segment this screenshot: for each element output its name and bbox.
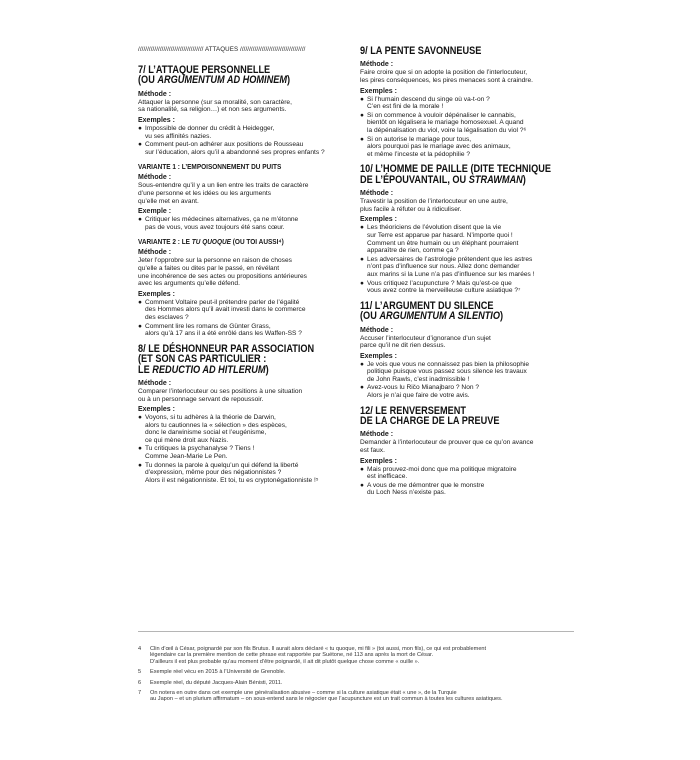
footnote: 5 Exemple réel vécu en 2015 à l’Université de Grenoble. <box>138 669 286 676</box>
section-12-examples <box>360 466 590 497</box>
list-item: ● Comment peut-on adhérer aux positions de Rousseau sur l’éducation, alors qu’il a abandonné ses propres enfants ? <box>138 141 325 156</box>
section-10-examples <box>360 224 590 294</box>
methode-label: Méthode : <box>360 326 394 334</box>
list-item: ● A vous de me démontrer que le monstre du Loch Ness n’existe pas. <box>360 481 485 497</box>
footnote-divider <box>138 631 574 632</box>
exemples-label: Exemples : <box>138 117 175 124</box>
section-8-examples <box>138 414 364 484</box>
section-11-examples <box>360 361 590 400</box>
section-10-title: 10/ L’HOMME DE PAILLE (DITE TECHNIQUE DE L’ÉPOUVANTAIL, OU STRAWMAN) <box>360 163 551 186</box>
list-item: ● Voyons, si tu adhères à la théorie de Darwin, alors tu cautionnes la « sélection » des espèces, donc le darwinisme social et l’eugénisme, ce qui mène droit aux Nazis. <box>138 414 287 444</box>
section-8 <box>138 344 364 485</box>
list-item: ● Si on commence à vouloir dépénaliser le cannabis, bientôt on légalisera le mariage homosexuel. A quand la dépénalisation du viol, voire la légalisation du viol ?⁶ <box>360 111 527 134</box>
list-item: ● Si l’humain descend du singe où va-t-on ? C’en est fini de la morale ! <box>360 95 490 111</box>
exemples-label: Exemples : <box>360 352 397 360</box>
variante-2-methode: Jeter l’opprobre sur la personne en raison de choses qu’elle a faites ou dites par le passé, en révélant une incohérence de ses actes ou propositions antérieures avec les arguments qu’elle défend. <box>138 257 307 288</box>
list-item: ● Si on autorise le mariage pour tous, alors pourquoi pas le mariage avec des animaux, et même l’inceste et la pédophilie ? <box>360 135 511 158</box>
exemples-label: Exemples : <box>360 87 397 95</box>
section-9-methode: Faire croire que si on adopte la position de l’interlocuteur, les pires conséquences, les pires menaces sont à craindre. <box>360 69 533 84</box>
footnote: 6 Exemple réel, du député Jacques-Alain Bénisti, 2011. <box>138 679 283 686</box>
section-7-methode: Attaquer la personne (sur sa moralité, son caractère, sa nationalité, sa religion…) et non ses arguments. <box>138 98 292 114</box>
section-7-title: 7/ L’ATTAQUE PERSONNELLE (OU ARGUMENTUM AD HOMINEM) <box>138 64 291 87</box>
methode-label: Méthode : <box>138 249 172 257</box>
list-item: ● Comment lire les romans de Günter Grass, alors qu’à 17 ans il a été enrôlé dans les Waffen-SS ? <box>138 322 302 338</box>
methode-label: Méthode : <box>138 174 172 182</box>
exemples-label: Exemples : <box>138 406 175 414</box>
footnotes <box>138 646 578 707</box>
left-column <box>138 46 364 490</box>
list-item: ● Les adversaires de l’astrologie prétendent que les astres n’ont pas d’influence sur nous. Allez donc demander aux marins si la Lune n’a pas d’influence sur les marées ! <box>360 255 535 278</box>
section-9-examples <box>360 96 590 159</box>
section-11 <box>360 301 590 400</box>
section-11-title: 11/ L’ARGUMENT DU SILENCE (OU ARGUMENTUM A SILENTIO) <box>360 299 504 323</box>
section-9 <box>360 46 590 158</box>
variante-2 <box>138 237 364 337</box>
section-7-examples <box>138 125 364 156</box>
section-header: //////////////////////////////////// ATTAQUES //////////////////////////////////// <box>138 46 306 53</box>
section-7 <box>138 65 364 156</box>
list-item: ● Tu critiques la psychanalyse ? Tiens ! Comme Jean-Marie Le Pen. <box>138 445 255 461</box>
methode-label: Méthode : <box>360 190 394 198</box>
methode-label: Méthode : <box>360 431 394 439</box>
section-8-methode: Comparer l’interlocuteur ou ses positions à une situation ou à un personnage servant de repoussoir. <box>138 387 303 403</box>
exemples-label: Exemples : <box>360 216 397 224</box>
list-item: ● Tu donnes la parole à quelqu’un qui défend la liberté d’expression, même pour des négationnistes ? Alors il est négationniste. Et toi, tu es cryptonégationniste !⁵ <box>138 461 319 484</box>
list-item: ● Mais prouvez-moi donc que ma politique migratoire est inefficace. <box>360 465 517 481</box>
section-10-methode: Travestir la position de l’interlocuteur en une autre, plus facile à réfuter ou à ridiculiser. <box>360 198 508 213</box>
section-11-methode: Accuser l’interlocuteur d’ignorance d’un sujet parce qu’il ne dit rien dessus. <box>360 334 491 350</box>
section-8-title: 8/ LE DÉSHONNEUR PAR ASSOCIATION (ET SON CAS PARTICULIER : LE REDUCTIO AD HITLERUM) <box>138 342 315 376</box>
variante-1-examples <box>138 216 364 231</box>
list-item: ● Comment Voltaire peut-il prétendre parler de l’égalité des Hommes alors qu’il avait investi dans le commerce des esclaves ? <box>138 298 306 321</box>
footnote: 7 On notera en outre dans cet exemple une généralisation abusive – comme si la culture asiatique était « une », de la Turquie au Japon – et un plurium affirmatum – on sous-entend sans le négocier que l’acupuncture est un trait commun à toutes les cultures asiatiques. <box>138 690 503 703</box>
list-item: ● Avez-vous lu Ričo Mianajbaro ? Non ? Alors je n’ai que faire de votre avis. <box>360 384 480 400</box>
exemples-label: Exemples : <box>360 457 397 465</box>
section-9-title: 9/ LA PENTE SAVONNEUSE <box>360 45 482 57</box>
section-12-methode: Demander à l’interlocuteur de prouver que ce qu’on avance est faux. <box>360 439 534 455</box>
section-12 <box>360 406 590 497</box>
list-item: ● Je vois que vous ne connaissez pas bien la philosophie politique puisque vous passez sous silence les travaux de John Rawls, c’est inadmissible ! <box>360 360 530 383</box>
list-item: ● Les théoriciens de l’évolution disent que la vie sur Terre est apparue par hasard. N’importe quoi ! Comment un être humain ou un éléphant pourraient apparaître de rien, comme ça ? <box>360 224 519 255</box>
right-column <box>360 46 590 503</box>
methode-label: Méthode : <box>138 90 172 98</box>
methode-label: Méthode : <box>138 379 172 387</box>
list-item: ● Impossible de donner du crédit à Heidegger, vu ses affinités nazies. <box>138 125 275 140</box>
methode-label: Méthode : <box>360 61 394 69</box>
exemple-label: Exemple : <box>138 208 172 216</box>
variante-1 <box>138 162 364 231</box>
exemples-label: Exemples : <box>138 290 175 298</box>
list-item: ● Vous critiquez l’acupuncture ? Mais qu’est-ce que vous avez contre la merveilleuse culture asiatique ?⁷ <box>360 279 521 295</box>
variante-1-methode: Sous-entendre qu’il y a un lien entre les traits de caractère d’une personne et les idées ou les arguments qu’elle met en avant. <box>138 182 309 205</box>
list-item: ● Critiquer les médecines alternatives, ça ne m’étonne pas de vous, vous avez toujours été sans cœur. <box>138 216 299 231</box>
variante-2-examples <box>138 299 364 338</box>
variante-2-title: VARIANTE 2 : LE TU QUOQUE (OU TOI AUSSI⁴) <box>138 237 284 247</box>
variante-1-title: VARIANTE 1 : L’EMPOISONNEMENT DU PUITS <box>138 162 282 172</box>
section-10 <box>360 164 590 294</box>
section-12-title: 12/ LE RENVERSEMENT DE LA CHARGE DE LA PREUVE <box>360 404 500 428</box>
footnote: 4 Clin d’œil à César, poignardé par son fils Brutus. Il aurait alors déclaré « tu quoque, mi fili » (toi aussi, mon fils), ce qui est probablement légendaire car la première mention de cette phrase est rapportée par Suétone, né 113 ans après la mort de César. D’ailleurs il est plus probable qu’au moment d’être poignardé, il ait dit plutôt quelque chose comme « ouille ». <box>138 646 487 665</box>
